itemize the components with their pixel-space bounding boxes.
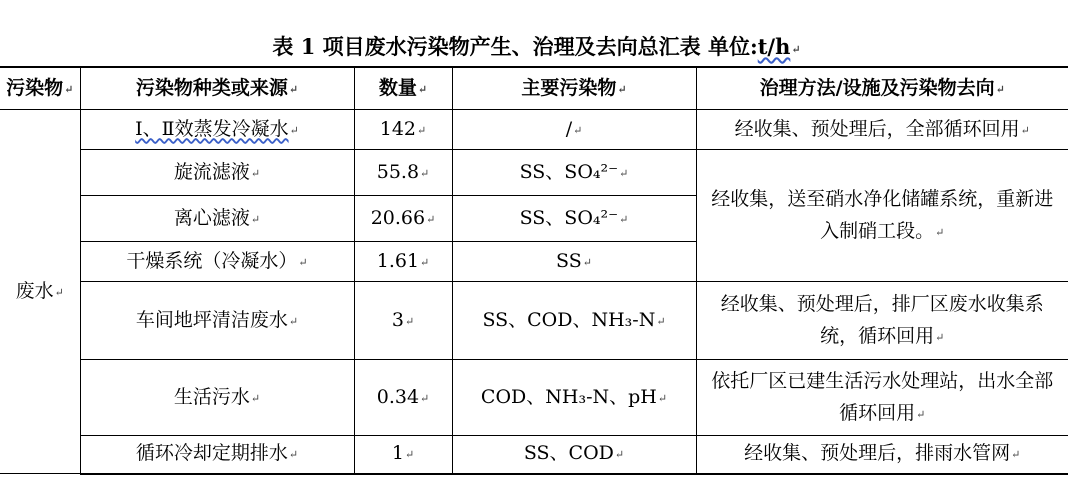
pollutant-cell: SS、SO₄²⁻↵ bbox=[452, 196, 696, 242]
title-text: 表 1 项目废水污染物产生、治理及去向总汇表 单位: bbox=[272, 34, 758, 59]
source-cell: 干燥系统（冷凝水）↵ bbox=[80, 242, 354, 282]
source-cell: 离心滤液↵ bbox=[80, 196, 354, 242]
source-cell: 生活污水↵ bbox=[80, 360, 354, 436]
category-cell: 废水↵ bbox=[0, 110, 80, 474]
table-row bbox=[0, 436, 1068, 474]
header-treatment: 治理方法/设施及污染物去向↵ bbox=[696, 67, 1068, 110]
pollutant-cell: SS↵ bbox=[452, 242, 696, 282]
treatment-cell: 依托厂区已建生活污水处理站，出水全部循环回用↵ bbox=[696, 360, 1068, 436]
amount-cell: 20.66↵ bbox=[354, 196, 452, 242]
treatment-cell: 经收集、预处理后，排雨水管网↵ bbox=[696, 436, 1068, 474]
table-row bbox=[0, 150, 1068, 196]
pollutant-cell: SS、SO₄²⁻↵ bbox=[452, 150, 696, 196]
amount-cell: 3↵ bbox=[354, 282, 452, 360]
source-cell: 车间地坪清洁废水↵ bbox=[80, 282, 354, 360]
pollutant-cell: SS、COD↵ bbox=[452, 436, 696, 474]
amount-cell: 1↵ bbox=[354, 436, 452, 474]
header-row bbox=[0, 67, 1068, 110]
table-row bbox=[0, 360, 1068, 436]
title-unit: t/h bbox=[757, 34, 791, 59]
table-title: 表 1 项目废水污染物产生、治理及去向总汇表 单位:t/h↵ bbox=[272, 34, 801, 59]
pollutant-cell: SS、COD、NH₃-N↵ bbox=[452, 282, 696, 360]
header-main-pollutant: 主要污染物↵ bbox=[452, 67, 696, 110]
wastewater-table bbox=[0, 66, 1068, 475]
source-cell: 旋流滤液↵ bbox=[80, 150, 354, 196]
amount-cell: 0.34↵ bbox=[354, 360, 452, 436]
amount-cell: 142↵ bbox=[354, 110, 452, 150]
header-pollutant: 污染物↵ bbox=[0, 67, 80, 110]
header-source: 污染物种类或来源↵ bbox=[80, 67, 354, 110]
table-row bbox=[0, 282, 1068, 360]
treatment-cell: 经收集、预处理后，全部循环回用↵ bbox=[696, 110, 1068, 150]
table-row bbox=[0, 110, 1068, 150]
header-amount: 数量↵ bbox=[354, 67, 452, 110]
amount-cell: 55.8↵ bbox=[354, 150, 452, 196]
amount-cell: 1.61↵ bbox=[354, 242, 452, 282]
source-cell: 循环冷却定期排水↵ bbox=[80, 436, 354, 474]
pollutant-cell: COD、NH₃-N、pH↵ bbox=[452, 360, 696, 436]
merged-treatment-cell: 经收集，送至硝水净化储罐系统，重新进入制硝工段。↵ bbox=[696, 150, 1068, 282]
treatment-cell: 经收集、预处理后，排厂区废水收集系统，循环回用↵ bbox=[696, 282, 1068, 360]
source-cell: Ⅰ、Ⅱ效蒸发冷凝水↵ bbox=[80, 110, 354, 150]
pollutant-cell: /↵ bbox=[452, 110, 696, 150]
